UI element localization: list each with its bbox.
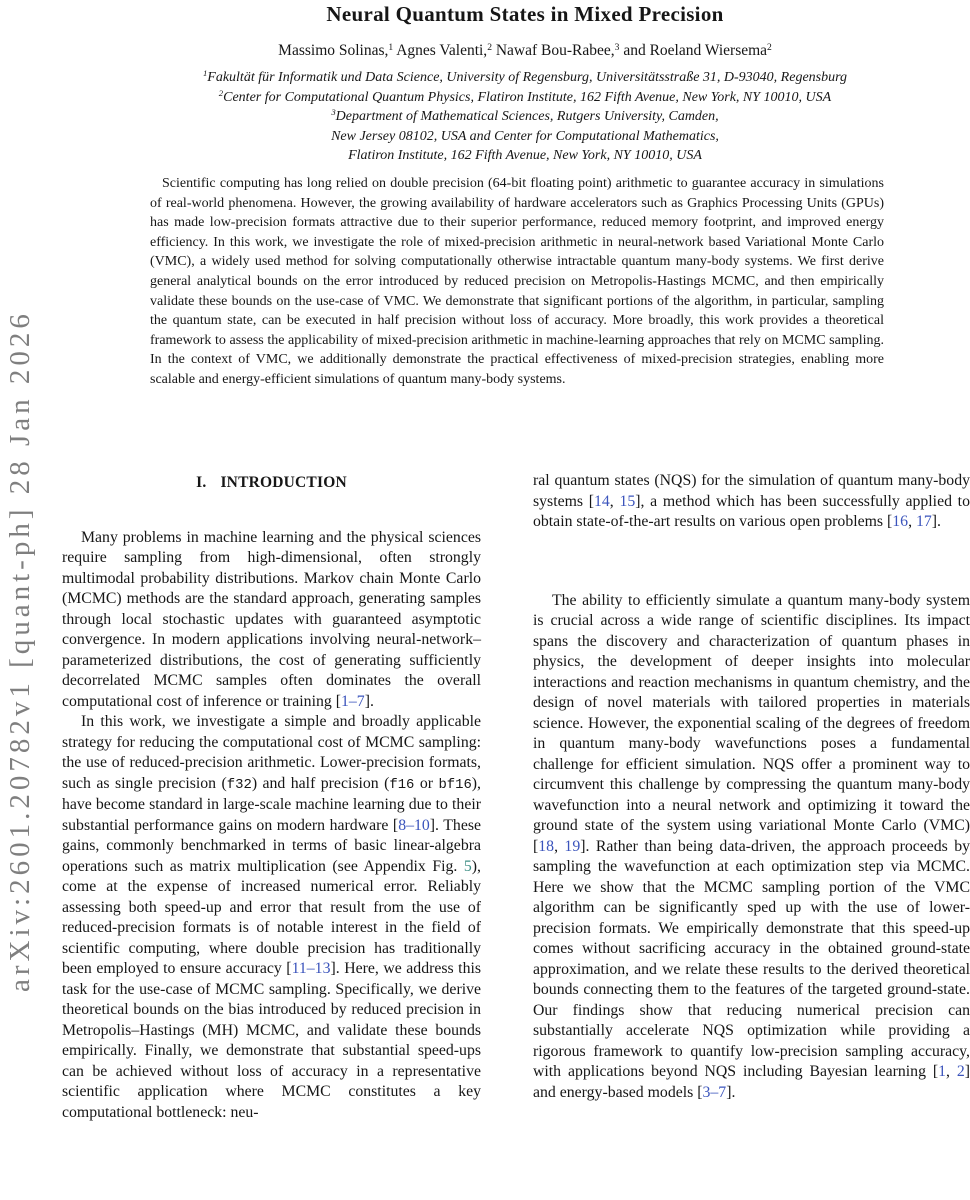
superscript-marker: 3 — [614, 41, 620, 53]
affiliation-line: Flatiron Institute, 162 Fifth Avenue, New York, NY 10010, USA — [348, 148, 702, 163]
superscript-marker: 1 — [202, 68, 208, 79]
citation-link[interactable]: 1 — [938, 1063, 947, 1080]
citation-link[interactable]: 2 — [956, 1063, 965, 1080]
affiliation-line: $^3$Department of Mathematical Sciences, Rutgers University, Camden, — [331, 107, 719, 124]
column-stretch-gap — [533, 533, 970, 591]
column-right — [533, 465, 970, 1123]
superscript-marker: 2 — [487, 41, 492, 53]
section-heading — [62, 473, 481, 494]
paragraph: The ability to efficiently simulate a quantum many-body system is crucial across a wide range of scientific disciplines. Its impact spans the discovery and characterization of quantum phases in physics, the development of deeper insights into molecular interactions and reaction mechanisms in quantum chemistry, and the design of novel materials with tailored properties in materials science. However, the exponential scaling of the degrees of freedom in quantum many-body wavefunctions poses a fundamental challenge for efficient simulation. NQS offer a prominent way to circumvent this challenge by compressing the quantum many-body wavefunction into a neural network and optimizing it toward the ground state of the system using variational Monte Carlo (VMC) [18, 19]. Rather than being data-driven, the approach proceeds by sampling the wavefunction at each optimization step via MCMC. Here we show that the MCMC sampling portion of the VMC algorithm can be significantly sped up with the use of lower-precision formats. We empirically demonstrate that this speed-up comes without sacrificing accuracy in the obtained ground-state approximation, and we relate these results to the derived theoretical bounds connecting them to the features of the targeted ground-state. Our findings show that reducing numerical precision can substantially accelerate NQS optimization while providing a rigorous framework to quantify low-precision sampling accuracy, with applications beyond NQS including Bayesian learning [1, 2] and energy-based models [3–7]. — [533, 591, 970, 1101]
paragraph: In this work, we investigate a simple and broadly applicable strategy for reducing the computational cost of MCMC sampling: the use of reduced-precision arithmetic. Lower-precision formats, such as single precision (f32) and half precision (f16 or bf16), have become standard in large-scale machine learning due to their substantial performance gains on modern hardware [8–10]. These gains, commonly benchmarked in terms of basic linear-algebra operations such as matrix multiplication (see Appendix Fig. 5), come at the expense of increased numerical error. Reliably assessing both speed-up and error that result from the use of reduced-precision formats is of notable interest in the field of scientific computing, where double precision has traditionally been employed to ensure accuracy [11–13]. Here, we address this task for the use-case of MCMC sampling. Specifically, we derive theoretical bounds on the bias introduced by reduced precision in Metropolis–Hastings (MH) MCMC, and validate these bounds empirically. Finally, we demonstrate that substantial speed-ups can be achieved without loss of accuracy in a representative scientific application where MCMC constitutes a key computational bottleneck: neu- — [62, 713, 482, 1121]
superscript-marker: 3 — [331, 107, 336, 118]
superscript-marker: 1 — [388, 41, 394, 53]
section-number: I. — [196, 474, 207, 491]
inline-code: f32 — [226, 776, 252, 793]
citation-link[interactable]: 14 — [594, 492, 610, 510]
abstract: Scientific computing has long relied on double precision (64-bit floating point) arithmetic to guarantee accuracy in simulations of real-world phenomena. However, the growing availability of hardware accelerators such as Graphics Processing Units (GPUs) has made low-precision formats attractive due to their superior performance, reduced memory footprint, and improved energy efficiency. In this work, we investigate the role of mixed-precision arithmetic in neural-network based Variational Monte Carlo (VMC), a widely used method for solving computationally otherwise intractable quantum many-body systems. We first derive general analytical bounds on the error introduced by reduced precision on Metropolis-Hastings MCMC, and then empirically validate these bounds on the use-case of VMC. We demonstrate that significant portions of the algorithm, in particular, sampling the quantum state, can be executed in half precision without loss of accuracy. More broadly, this work provides a theoretical framework to assess the applicability of mixed-precision arithmetic in machine-learning approaches that rely on MCMC sampling. In the context of VMC, we additionally demonstrate the practical effectiveness of mixed-precision strategies, enabling more scalable and energy-efficient simulations of quantum many-body systems. — [150, 176, 884, 387]
arxiv-stamp: arXiv:2601.20782v1 [quant-ph] 28 Jan 2026 — [4, 310, 36, 992]
inline-code: bf16 — [438, 776, 472, 793]
figure-ref-link[interactable]: 5 — [463, 857, 472, 875]
affiliation-line: $^1$Fakultät für Informatik und Data Science, University of Regensburg, Universitätsstraße 31, D-93040, Regensburg — [202, 68, 848, 85]
citation-link[interactable]: 17 — [915, 513, 932, 530]
affiliation-line: New Jersey 08102, USA and Center for Computational Mathematics, — [331, 128, 719, 144]
column-left — [62, 465, 481, 1123]
superscript-marker: 2 — [218, 87, 224, 98]
paragraph-continuation: ral quantum states (NQS) for the simulation of quantum many-body systems [14, 15], a method which has been successfully applied to obtain state-of-the-art results on various open problems [16, 17]. — [533, 472, 970, 530]
citation-link[interactable]: 11–13 — [291, 960, 331, 977]
inline-code: f16 — [389, 776, 415, 793]
citation-link[interactable]: 8–10 — [398, 816, 430, 834]
affiliations-block — [80, 68, 970, 166]
citation-link[interactable]: 19 — [564, 837, 581, 855]
citation-link[interactable]: 18 — [538, 837, 555, 855]
paper-title: Neural Quantum States in Mixed Precision — [326, 2, 724, 26]
citation-link[interactable]: 15 — [619, 492, 636, 510]
authors-line: Massimo Solinas,$^1$ Agnes Valenti,$^2$ Nawaf Bou-Rabee,$^3$ and Roeland Wiersema$^2$ — [278, 41, 772, 59]
citation-link[interactable]: 1–7 — [340, 692, 365, 710]
section-title: INTRODUCTION — [220, 474, 347, 491]
paper-header — [80, 2, 970, 166]
paragraph: Many problems in machine learning and the physical sciences require sampling from high-dimensional, often strongly multimodal probability distributions. Markov chain Monte Carlo (MCMC) methods are the standard approach, generating samples through local stochastic updates with guaranteed asymptotic convergence. In modern applications involving neural-network–parameterized distributions, the cost of generating sufficiently decorrelated MCMC samples often dominates the overall computational cost of inference or training [1–7]. — [62, 528, 481, 710]
superscript-marker: 2 — [767, 41, 772, 53]
two-column-body — [62, 465, 970, 1123]
affiliation-line: $^2$Center for Computational Quantum Physics, Flatiron Institute, 162 Fifth Avenue, New York, NY 10010, USA — [218, 87, 832, 105]
citation-link[interactable]: 3–7 — [702, 1083, 727, 1101]
citation-link[interactable]: 16 — [892, 513, 909, 530]
